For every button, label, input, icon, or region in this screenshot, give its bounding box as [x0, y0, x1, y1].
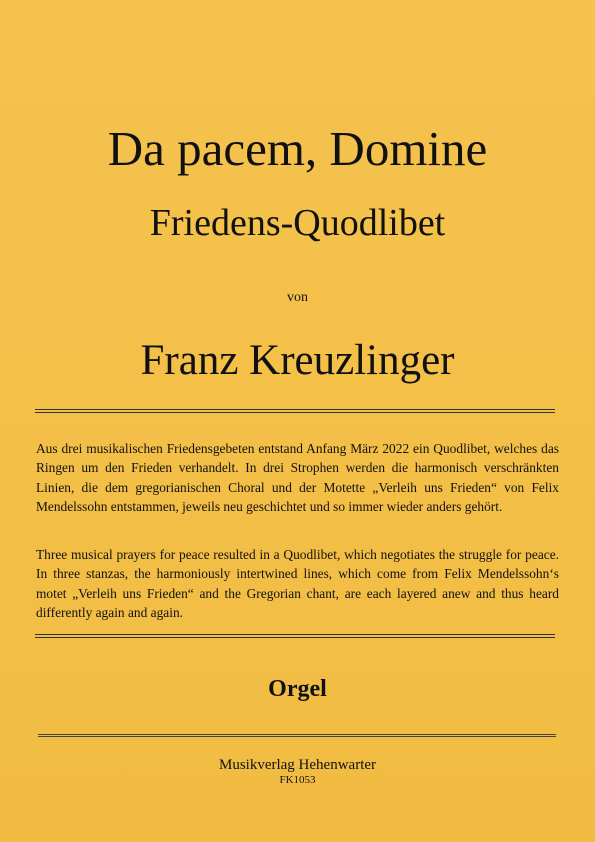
description-english: Three musical prayers for peace resulted in a Quodlibet, which negotiates the struggle for peace. In three stanzas, the harmoniously intertwined lines, which come from Felix Mendelssohn‘s motet „Verleih uns Frieden“ and the Gregorian chant, are each layered anew and thus heard differently again and again.: [36, 547, 559, 621]
catalog-number: FK1053: [279, 774, 316, 786]
publisher-name: Musikverlag Hehenwarter: [218, 757, 377, 773]
composer-name: Franz Kreuzlinger: [140, 337, 455, 384]
divider-bottom: [38, 734, 556, 737]
by-label: von: [287, 290, 308, 305]
divider-middle: [35, 634, 555, 638]
description-german: Aus drei musikalischen Friedensgebeten entstand Anfang März 2022 ein Quodlibet, welches das Ringen um den Frieden verhandelt. In drei Strophen werden die harmonisch verschränkten Linien, die dem gregorianischen Choral und der Motette „Verleih uns Frieden“ von Felix Mendelssohn entstammen, jeweils neu geschichtet und so immer wieder anders gehört.: [36, 441, 559, 515]
work-subtitle: Friedens-Quodlibet: [149, 202, 446, 244]
instrument-label: Orgel: [268, 676, 327, 702]
divider-top: [35, 409, 555, 413]
work-title: Da pacem, Domine: [107, 121, 488, 176]
